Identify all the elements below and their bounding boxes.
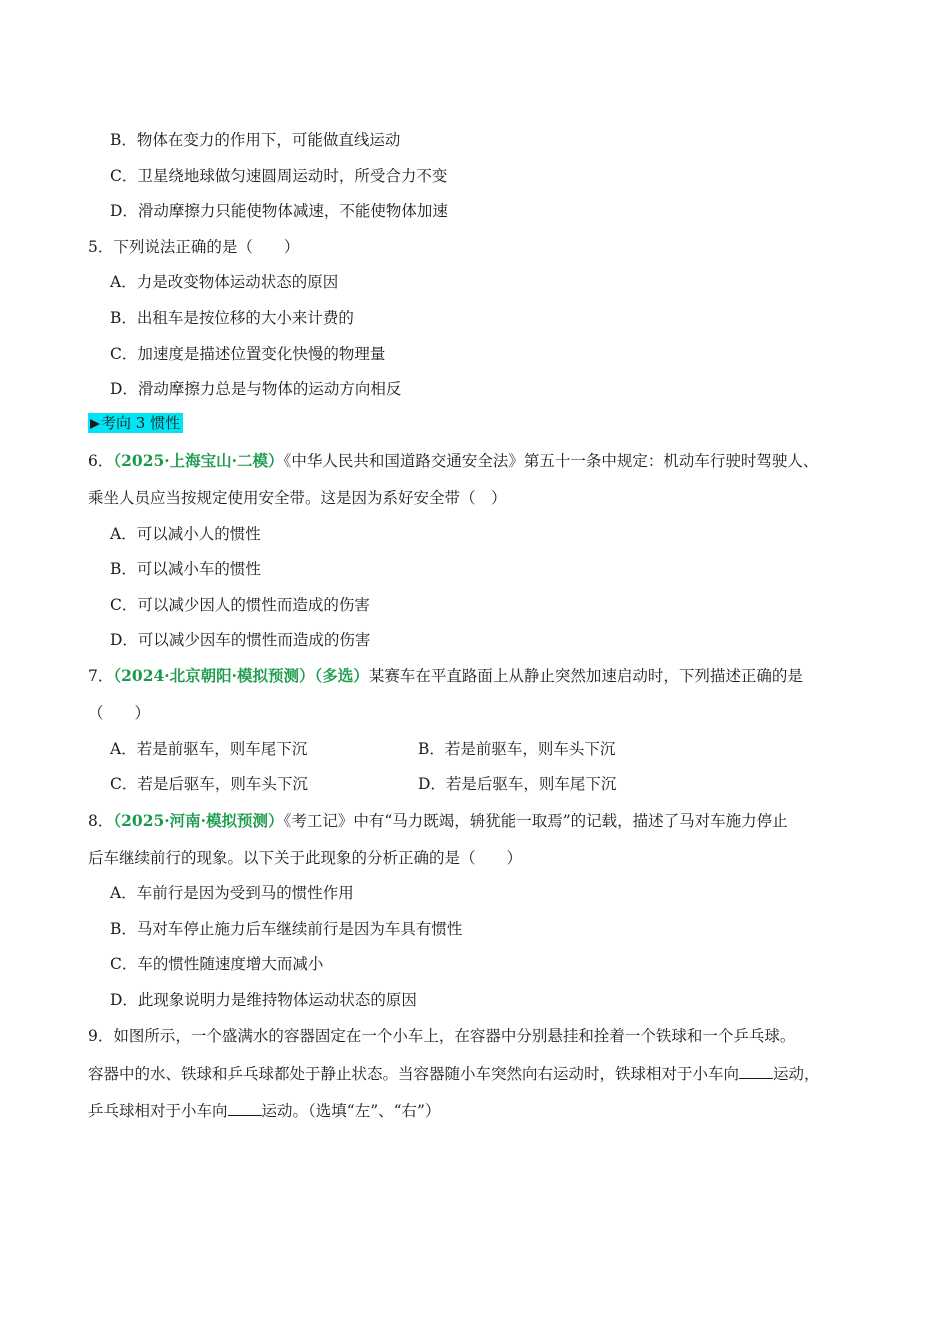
section-tag bbox=[88, 413, 183, 433]
q6-stem-line2: 乘坐人员应当按规定使用安全带。这是因为系好安全带（ ） bbox=[88, 489, 507, 507]
q8-option-d: D．此现象说明力是维持物体运动状态的原因 bbox=[110, 991, 417, 1009]
q9-line1: 9．如图所示，一个盛满水的容器固定在一个小车上，在容器中分别悬挂和拴着一个铁球和一个乒乓球。 bbox=[88, 1027, 796, 1045]
q6-option-b: B．可以减小车的惯性 bbox=[110, 560, 261, 578]
q7-option-b: B．若是前驱车，则车头下沉 bbox=[418, 740, 616, 758]
q9-line2 bbox=[88, 1064, 820, 1084]
q5-option-b: B．出租车是按位移的大小来计费的 bbox=[110, 309, 354, 327]
q4-option-b: B．物体在变力的作用下，可能做直线运动 bbox=[110, 131, 401, 149]
q7-source: （2024·北京朝阳·模拟预测）（多选） bbox=[113, 666, 369, 685]
q8-source: （2025·河南·模拟预测） bbox=[113, 811, 284, 830]
q6-source: （2025·上海宝山·二模） bbox=[113, 451, 284, 470]
q9-line3 bbox=[88, 1101, 440, 1121]
answer-blank-1 bbox=[739, 1064, 773, 1079]
q9-line2-tail: 运动， bbox=[773, 1065, 820, 1083]
q6-stem-line1 bbox=[88, 451, 818, 471]
q6-stem-text: 《中华人民共和国道路交通安全法》第五十一条中规定：机动车行驶时驾驶人、 bbox=[283, 452, 819, 470]
q5-option-d: D．滑动摩擦力总是与物体的运动方向相反 bbox=[110, 380, 402, 398]
q8-stem-line2: 后车继续前行的现象。以下关于此现象的分析正确的是（ ） bbox=[88, 849, 523, 867]
q7-stem-line2: （ ） bbox=[88, 704, 151, 722]
section-label: 考向 3 惯性 bbox=[101, 414, 181, 432]
q7-option-d: D．若是后驱车，则车尾下沉 bbox=[418, 775, 617, 793]
arrow-icon bbox=[90, 419, 100, 429]
answer-blank-2 bbox=[228, 1101, 262, 1116]
q6-option-d: D．可以减少因车的惯性而造成的伤害 bbox=[110, 631, 371, 649]
q6-option-c: C．可以减少因人的惯性而造成的伤害 bbox=[110, 596, 370, 614]
q7-stem-text: 某赛车在平直路面上从静止突然加速启动时，下列描述正确的是 bbox=[368, 667, 803, 685]
q5-option-c: C．加速度是描述位置变化快慢的物理量 bbox=[110, 345, 386, 363]
q4-option-c: C．卫星绕地球做匀速圆周运动时，所受合力不变 bbox=[110, 167, 448, 185]
q8-number: 8． bbox=[88, 812, 114, 830]
q6-number: 6． bbox=[88, 452, 114, 470]
q8-option-c: C．车的惯性随速度增大而减小 bbox=[110, 955, 324, 973]
q6-option-a: A．可以减小人的惯性 bbox=[110, 525, 261, 543]
q9-line3-text: 乒乓球相对于小车向 bbox=[88, 1102, 228, 1120]
q7-stem-line1 bbox=[88, 666, 803, 686]
q8-option-a: A．车前行是因为受到马的惯性作用 bbox=[110, 884, 354, 902]
q4-option-d: D．滑动摩擦力只能使物体减速，不能使物体加速 bbox=[110, 202, 448, 220]
q9-line3-tail: 运动。（选填“左”、“右”） bbox=[261, 1102, 441, 1120]
q5-stem: 5．下列说法正确的是（ ） bbox=[88, 238, 300, 256]
q9-line2-text: 容器中的水、铁球和乒乓球都处于静止状态。当容器随小车突然向右运动时，铁球相对于小车向 bbox=[88, 1065, 740, 1083]
q8-option-b: B．马对车停止施力后车继续前行是因为车具有惯性 bbox=[110, 920, 463, 938]
q7-option-a: A．若是前驱车，则车尾下沉 bbox=[110, 740, 308, 758]
q8-stem-line1 bbox=[88, 811, 788, 831]
q5-option-a: A．力是改变物体运动状态的原因 bbox=[110, 273, 339, 291]
q7-option-c: C．若是后驱车，则车头下沉 bbox=[110, 775, 308, 793]
q7-number: 7． bbox=[88, 667, 114, 685]
q8-stem-text: 《考工记》中有“马力既竭，辀犹能一取焉”的记载，描述了马对车施力停止 bbox=[283, 812, 788, 830]
